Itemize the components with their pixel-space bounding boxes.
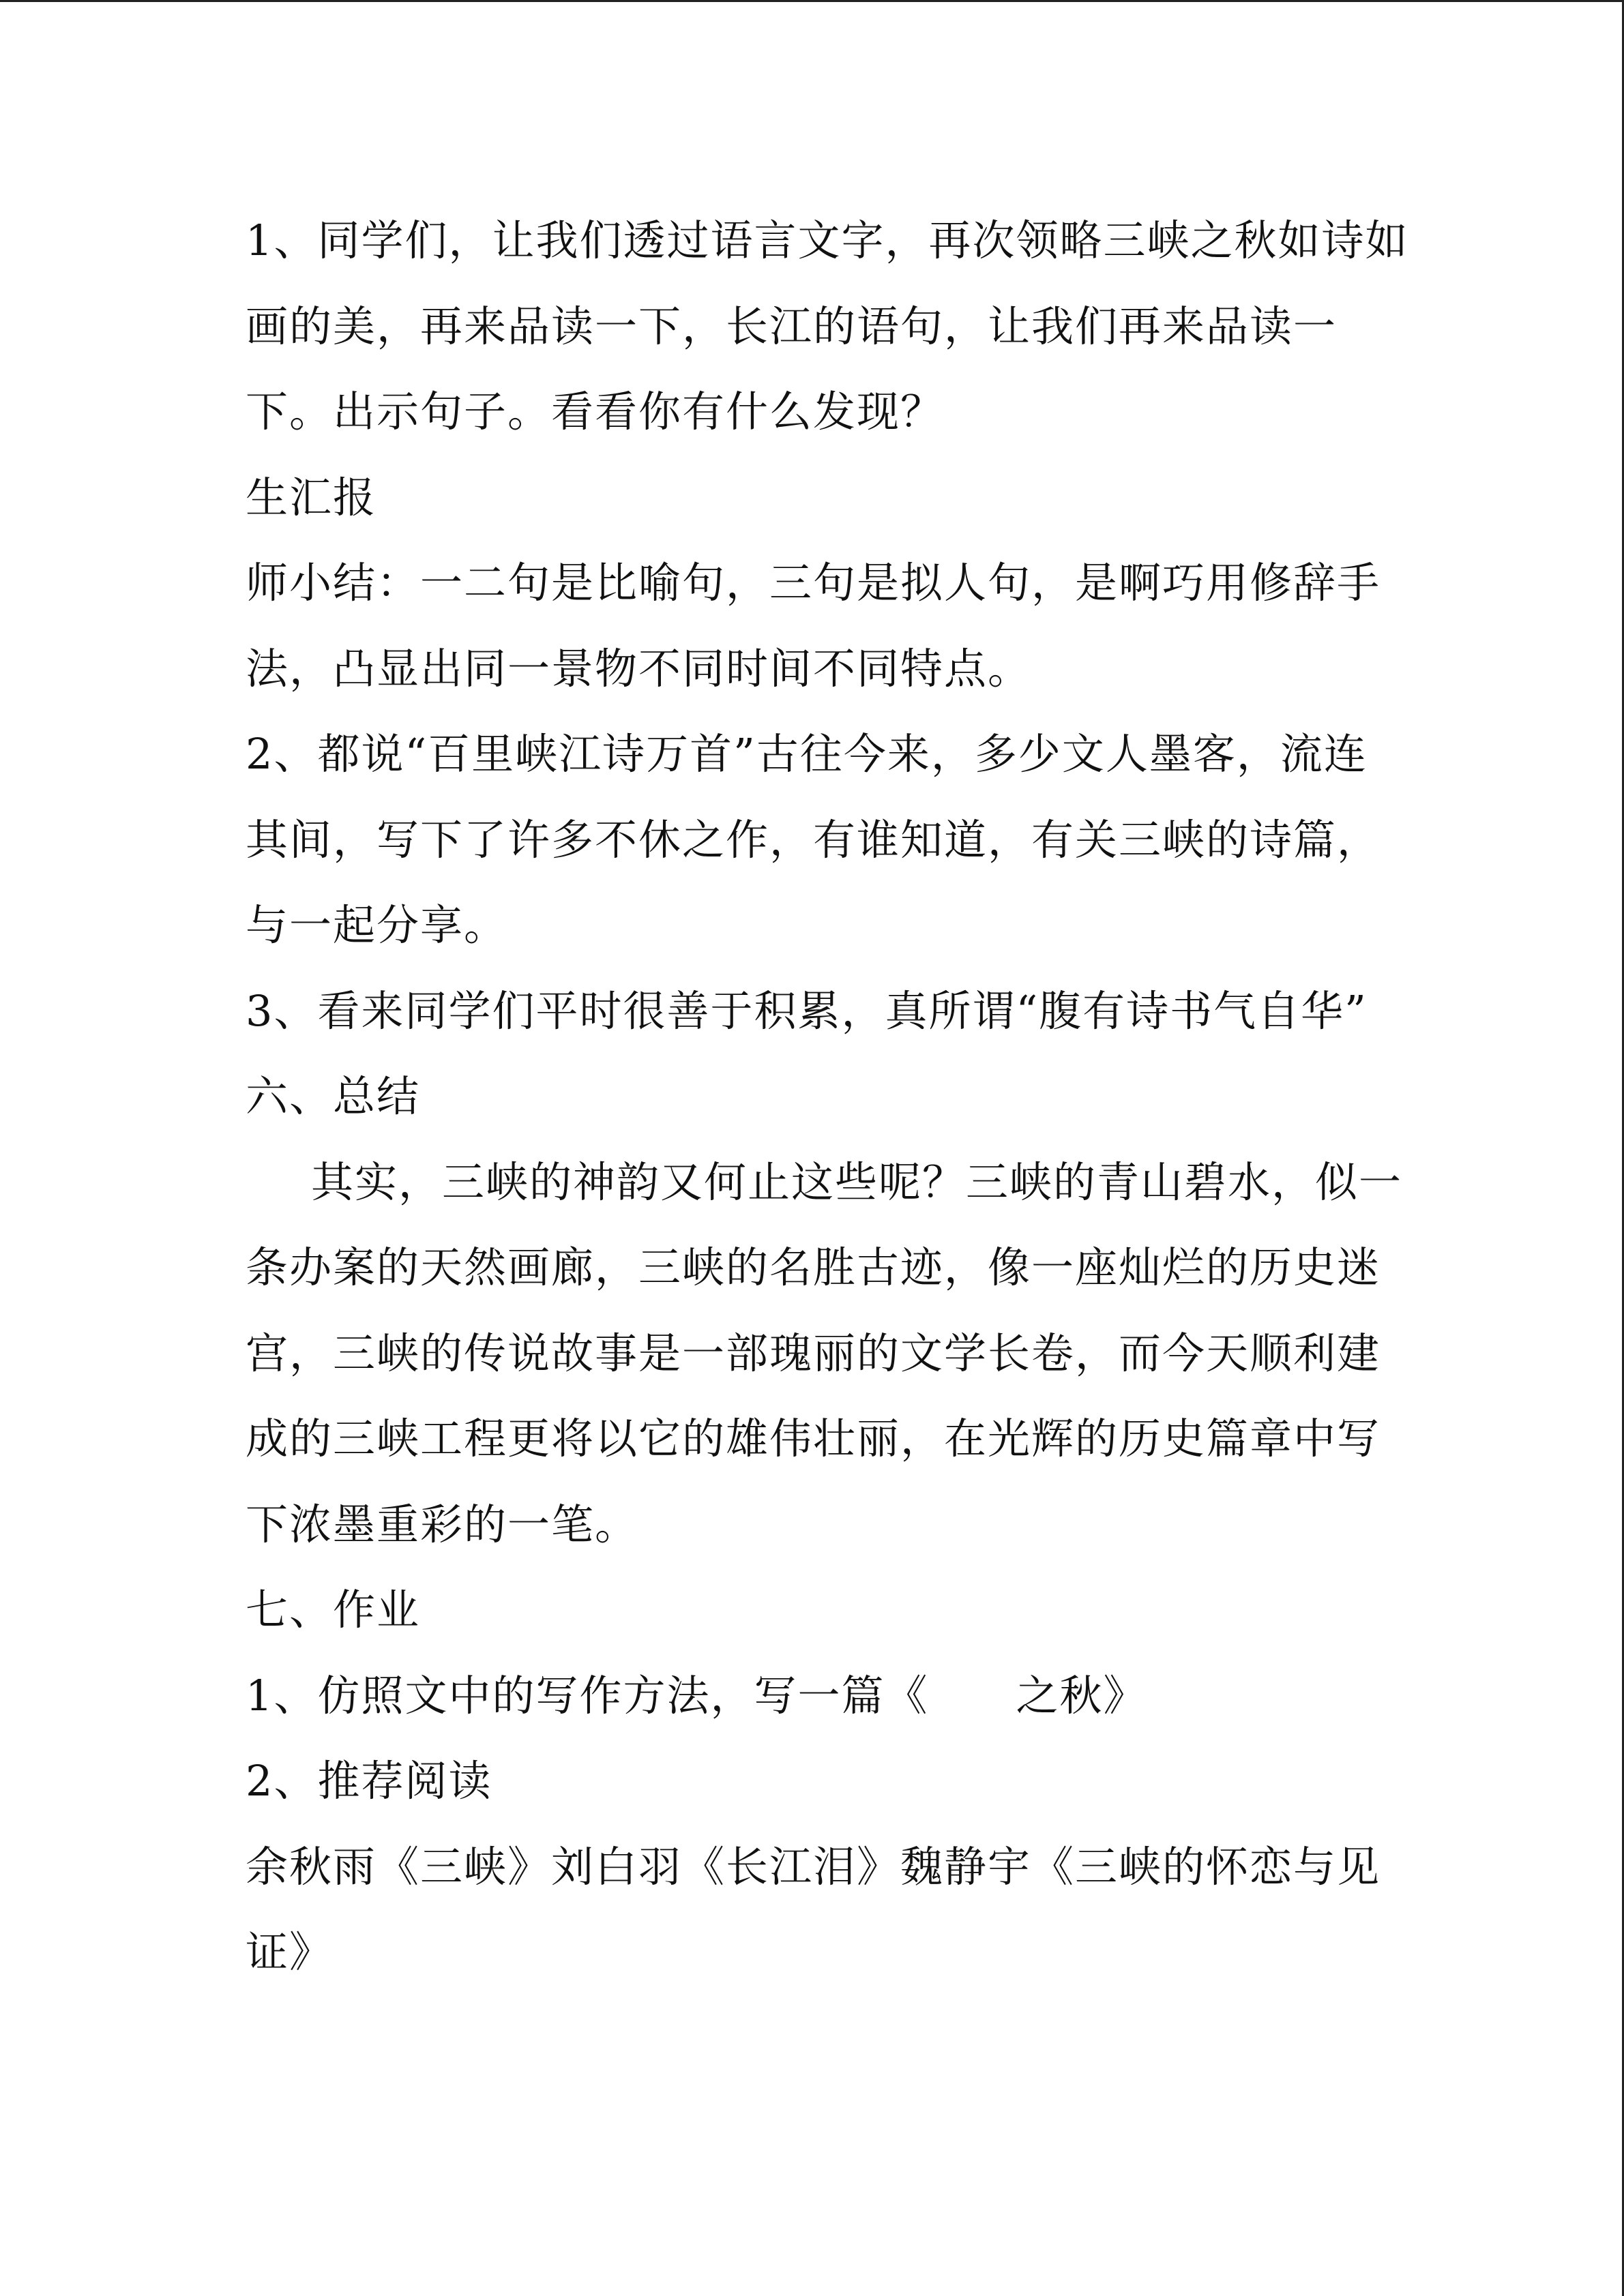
text-line: 画的美，再来品读一下，长江的语句，让我们再来品读一 xyxy=(246,301,1338,351)
text-line: 其实，三峡的神韵又何止这些呢？三峡的青山碧水，似一 xyxy=(311,1157,1403,1207)
text-line: 宫，三峡的传说故事是一部瑰丽的文学长卷，而今天顺利建 xyxy=(246,1328,1381,1378)
text-line: 法，凸显出同一景物不同时间不同特点。 xyxy=(246,643,1032,694)
text-line: 2、推荐阅读 xyxy=(246,1756,492,1806)
text-line: 其间，写下了许多不休之作，有谁知道，有关三峡的诗篇， xyxy=(246,814,1381,865)
text-line: 生汇报 xyxy=(246,472,377,522)
text-line: 成的三峡工程更将以它的雄伟壮丽，在光辉的历史篇章中写 xyxy=(246,1414,1381,1463)
text-line: 1、同学们，让我们透过语言文字，再次领略三峡之秋如诗如 xyxy=(246,215,1409,265)
section-heading: 七、作业 xyxy=(246,1585,421,1635)
text-line: 1、仿照文中的写作方法，写一篇《 之秋》 xyxy=(246,1670,1147,1720)
text-line: 证》 xyxy=(246,1927,334,1977)
text-line: 下。出示句子。看看你有什么发现？ xyxy=(246,387,945,436)
page-border-top xyxy=(0,0,1624,2)
section-heading: 六、总结 xyxy=(246,1071,421,1121)
text-line: 下浓墨重彩的一笔。 xyxy=(246,1499,639,1549)
text-line: 师小结：一二句是比喻句，三句是拟人句，是啊巧用修辞手 xyxy=(246,558,1381,608)
text-line: 条办案的天然画廊，三峡的名胜古迹，像一座灿烂的历史迷 xyxy=(246,1242,1381,1292)
text-line: 与一起分享。 xyxy=(246,900,508,950)
document-body xyxy=(246,198,1419,1995)
text-line: 余秋雨《三峡》刘白羽《长江泪》魏静宇《三峡的怀恋与见 xyxy=(246,1841,1381,1892)
text-line: 2、都说“百里峡江诗万首”古往今来，多少文人墨客，流连 xyxy=(246,729,1368,779)
text-line: 3、看来同学们平时很善于积累，真所谓“腹有诗书气自华” xyxy=(246,985,1368,1036)
